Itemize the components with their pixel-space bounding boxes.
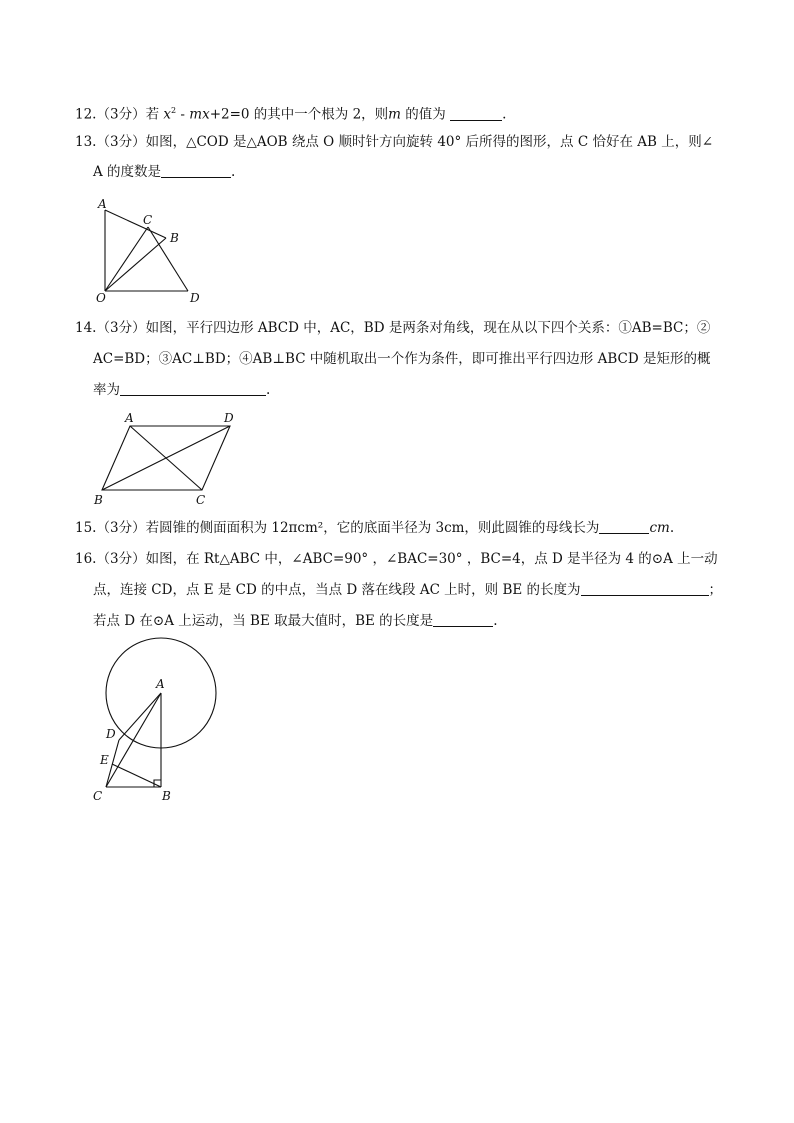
figure-16 bbox=[88, 636, 228, 806]
answer-blank[interactable] bbox=[161, 163, 231, 178]
question-score: （3分） bbox=[96, 551, 146, 567]
question-number: 13. bbox=[75, 134, 97, 150]
segment-ab bbox=[105, 210, 166, 238]
period: . bbox=[266, 382, 271, 398]
variable-x: x bbox=[163, 106, 171, 123]
question-16-line2 bbox=[93, 581, 722, 599]
label-a: A bbox=[156, 677, 165, 691]
answer-blank[interactable] bbox=[120, 381, 266, 396]
label-a: A bbox=[125, 411, 134, 425]
question-text: AC=BD；③AC⊥BD；④AB⊥BC 中随机取出一个作为条件，即可推出平行四边形 ABCD 是矩形的概 bbox=[93, 351, 711, 367]
question-text: 若 bbox=[145, 106, 164, 123]
period: . bbox=[502, 106, 507, 123]
label-c: C bbox=[143, 213, 153, 227]
diagonal-bd bbox=[102, 426, 230, 490]
segment-cd bbox=[148, 227, 188, 291]
label-d: D bbox=[224, 411, 234, 425]
question-14-line2 bbox=[93, 350, 710, 368]
period: . bbox=[493, 613, 498, 629]
label-c: C bbox=[196, 493, 206, 507]
question-score: （3分） bbox=[96, 134, 146, 150]
question-13-line2 bbox=[93, 163, 235, 181]
unit: cm bbox=[649, 520, 670, 536]
label-b: B bbox=[94, 493, 103, 507]
exponent: 2 bbox=[171, 106, 177, 115]
question-score: （3分） bbox=[96, 320, 146, 336]
segment-ad bbox=[119, 693, 161, 740]
variable-m: m bbox=[189, 106, 203, 123]
figure-13 bbox=[90, 196, 210, 304]
question-16-line1 bbox=[75, 550, 718, 568]
answer-blank[interactable] bbox=[450, 106, 502, 121]
question-16-line3 bbox=[93, 612, 497, 630]
variable-m: m bbox=[388, 106, 401, 123]
question-score: （3分） bbox=[96, 520, 146, 536]
question-text: 若点 D 在⊙A 上运动，当 BE 取最大值时，BE 的长度是 bbox=[93, 613, 434, 629]
question-14-line1 bbox=[75, 319, 710, 337]
label-c: C bbox=[93, 789, 103, 803]
answer-blank[interactable] bbox=[581, 581, 709, 596]
period: . bbox=[231, 164, 236, 180]
figure-14 bbox=[90, 408, 250, 508]
question-text: 点，连接 CD，点 E 是 CD 的中点，当点 D 落在线段 AC 上时，则 BE 的长度为 bbox=[93, 582, 581, 598]
question-score: （3分） bbox=[96, 106, 146, 123]
question-text: 如图，平行四边形 ABCD 中，AC，BD 是两条对角线，现在从以下四个关系：①AB=BC；② bbox=[145, 320, 711, 336]
question-text: +2=0 的其中一个根为 2，则 bbox=[209, 106, 389, 123]
label-o: O bbox=[96, 291, 106, 305]
question-15-line1 bbox=[75, 519, 674, 537]
answer-blank[interactable] bbox=[433, 612, 493, 627]
semicolon: ； bbox=[708, 582, 723, 598]
question-text: 若圆锥的侧面面积为 12πcm²，它的底面半径为 3cm，则此圆锥的母线长为 bbox=[145, 520, 600, 536]
variable-x: x bbox=[202, 106, 210, 123]
question-number: 14. bbox=[75, 320, 97, 336]
label-a: A bbox=[98, 197, 107, 211]
question-12-line1 bbox=[75, 102, 506, 124]
question-number: 16. bbox=[75, 551, 97, 567]
label-d: D bbox=[190, 291, 200, 305]
answer-blank[interactable] bbox=[599, 519, 649, 534]
question-13-line1 bbox=[75, 133, 713, 151]
period: . bbox=[669, 520, 675, 536]
question-text: 的值为 bbox=[400, 106, 446, 123]
label-b: B bbox=[170, 231, 179, 245]
question-text: 如图，在 Rt△ABC 中，∠ABC=90° ，∠BAC=30° ，BC=4，点 D 是半径为 4 的⊙A 上一动 bbox=[145, 551, 718, 567]
question-text: - bbox=[176, 106, 190, 123]
question-text: A 的度数是 bbox=[93, 164, 162, 180]
label-d: D bbox=[106, 727, 116, 741]
question-text: 率为 bbox=[93, 382, 120, 398]
question-number: 15. bbox=[75, 520, 97, 536]
label-e: E bbox=[100, 753, 109, 767]
question-14-line3 bbox=[93, 381, 270, 399]
question-text: 如图，△COD 是△AOB 绕点 O 顺时针方向旋转 40° 后所得的图形，点 C 恰好在 AB 上，则∠ bbox=[145, 134, 714, 150]
label-b: B bbox=[162, 789, 171, 803]
question-number: 12. bbox=[75, 106, 97, 123]
